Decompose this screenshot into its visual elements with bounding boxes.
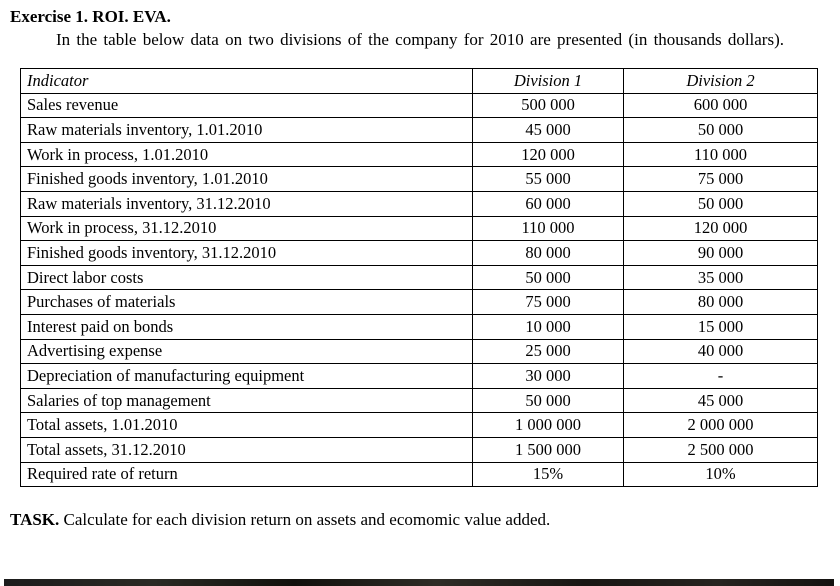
- task-label: TASK.: [10, 510, 60, 530]
- value-cell: 55 000: [473, 167, 624, 192]
- value-cell: 80 000: [473, 241, 624, 266]
- value-cell: 45 000: [473, 118, 624, 143]
- value-cell: 80 000: [624, 290, 818, 315]
- value-cell: 90 000: [624, 241, 818, 266]
- indicator-cell: Work in process, 31.12.2010: [21, 216, 473, 241]
- table-row: [21, 388, 818, 413]
- indicator-cell: Sales revenue: [21, 93, 473, 118]
- value-cell: 40 000: [624, 339, 818, 364]
- indicator-cell: Finished goods inventory, 1.01.2010: [21, 167, 473, 192]
- task-text: Calculate for each division return on assets and ecomomic value added.: [59, 510, 551, 530]
- indicator-cell: Total assets, 31.12.2010: [21, 437, 473, 462]
- value-cell: 50 000: [473, 265, 624, 290]
- table-row: [21, 241, 818, 266]
- table-row: [21, 437, 818, 462]
- table-row: [21, 314, 818, 339]
- intro-paragraph: In the table below data on two divisions of the company for 2010 are presented (in thousands dollars).: [56, 30, 784, 49]
- indicator-cell: Purchases of materials: [21, 290, 473, 315]
- value-cell: 75 000: [624, 167, 818, 192]
- indicator-cell: Total assets, 1.01.2010: [21, 413, 473, 438]
- value-cell: 1 000 000: [473, 413, 624, 438]
- value-cell: 50 000: [624, 191, 818, 216]
- indicator-cell: Finished goods inventory, 31.12.2010: [21, 241, 473, 266]
- value-cell: 50 000: [624, 118, 818, 143]
- indicator-cell: Work in process, 1.01.2010: [21, 142, 473, 167]
- indicator-cell: Raw materials inventory, 1.01.2010: [21, 118, 473, 143]
- value-cell: 500 000: [473, 93, 624, 118]
- indicator-cell: Raw materials inventory, 31.12.2010: [21, 191, 473, 216]
- value-cell: 15%: [473, 462, 624, 487]
- cropped-bottom-strip: [4, 579, 834, 586]
- value-cell: 1 500 000: [473, 437, 624, 462]
- value-cell: 75 000: [473, 290, 624, 315]
- value-cell: 120 000: [473, 142, 624, 167]
- table-row: [21, 93, 818, 118]
- table-body: [21, 93, 818, 487]
- table-row: [21, 462, 818, 487]
- indicator-cell: Depreciation of manufacturing equipment: [21, 364, 473, 389]
- value-cell: 35 000: [624, 265, 818, 290]
- value-cell: 45 000: [624, 388, 818, 413]
- value-cell: 30 000: [473, 364, 624, 389]
- value-cell: 25 000: [473, 339, 624, 364]
- task-paragraph: [10, 509, 818, 531]
- indicator-cell: Advertising expense: [21, 339, 473, 364]
- header-division-2: Division 2: [624, 69, 818, 94]
- value-cell: 60 000: [473, 191, 624, 216]
- table-row: [21, 290, 818, 315]
- header-division-1: Division 1: [473, 69, 624, 94]
- value-cell: 110 000: [473, 216, 624, 241]
- table-row: [21, 118, 818, 143]
- value-cell: 600 000: [624, 93, 818, 118]
- exercise-title: Exercise 1. ROI. EVA.: [10, 7, 171, 26]
- value-cell: 15 000: [624, 314, 818, 339]
- header-indicator: Indicator: [21, 69, 473, 94]
- table-row: [21, 339, 818, 364]
- table-row: [21, 413, 818, 438]
- table-row: [21, 265, 818, 290]
- value-cell: 110 000: [624, 142, 818, 167]
- value-cell: 2 500 000: [624, 437, 818, 462]
- table-row: [21, 364, 818, 389]
- value-cell: 120 000: [624, 216, 818, 241]
- table-header-row: [21, 69, 818, 94]
- indicator-cell: Salaries of top management: [21, 388, 473, 413]
- table-row: [21, 167, 818, 192]
- value-cell: 10%: [624, 462, 818, 487]
- indicator-cell: Required rate of return: [21, 462, 473, 487]
- table-row: [21, 216, 818, 241]
- divisions-data-table: [20, 68, 818, 487]
- value-cell: 50 000: [473, 388, 624, 413]
- value-cell: -: [624, 364, 818, 389]
- value-cell: 10 000: [473, 314, 624, 339]
- table-row: [21, 142, 818, 167]
- indicator-cell: Direct labor costs: [21, 265, 473, 290]
- value-cell: 2 000 000: [624, 413, 818, 438]
- table-row: [21, 191, 818, 216]
- indicator-cell: Interest paid on bonds: [21, 314, 473, 339]
